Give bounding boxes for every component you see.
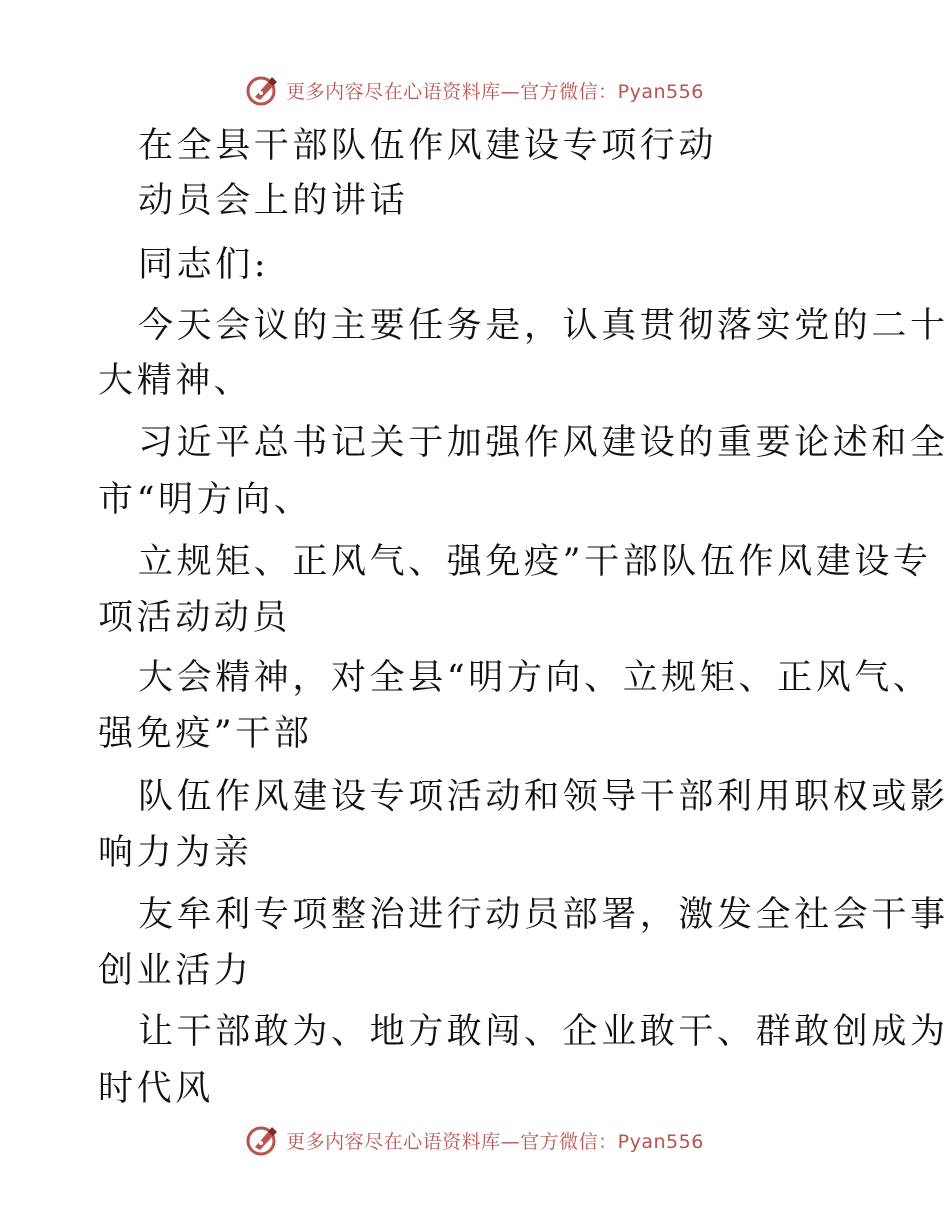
document-line: 项活动动员 (98, 598, 292, 638)
footer-watermark (0, 1120, 950, 1160)
document-line: 市“明方向、 (98, 480, 313, 520)
document-line: 大会精神，对全县“明方向、立规矩、正风气、 (138, 658, 932, 698)
document-line: 时代风 (98, 1069, 214, 1109)
document-line: 习近平总书记关于加强作风建设的重要论述和全 (138, 423, 949, 463)
document-line: 今天会议的主要任务是，认真贯彻落实党的二十 (138, 306, 949, 346)
header-watermark (0, 70, 950, 110)
document-line: 在全县干部队伍作风建设专项行动 (138, 126, 718, 166)
watermark-text: 更多内容尽在心语资料库—官方微信：Pyan556 (286, 1130, 704, 1153)
document-line: 让干部敢为、地方敢闯、企业敢干、群敢创成为 (138, 1012, 949, 1052)
document-line: 强免疫”干部 (98, 714, 313, 754)
document-line: 创业活力 (98, 951, 253, 991)
document-line: 大精神、 (98, 361, 253, 401)
document-line: 立规矩、正风气、强免疫”干部队伍作风建设专 (138, 542, 932, 582)
watermark-text: 更多内容尽在心语资料库—官方微信：Pyan556 (286, 80, 704, 103)
document-line: 队伍作风建设专项活动和领导干部利用职权或影 (138, 777, 949, 817)
document-line: 友牟利专项整治进行动员部署，激发全社会干事 (138, 895, 949, 935)
pen-nib-seal-icon (246, 73, 280, 107)
document-line: 动员会上的讲话 (138, 181, 409, 221)
document-line: 响力为亲 (98, 833, 253, 873)
document-line: 同志们: (138, 245, 270, 285)
pen-nib-seal-icon (246, 1123, 280, 1157)
